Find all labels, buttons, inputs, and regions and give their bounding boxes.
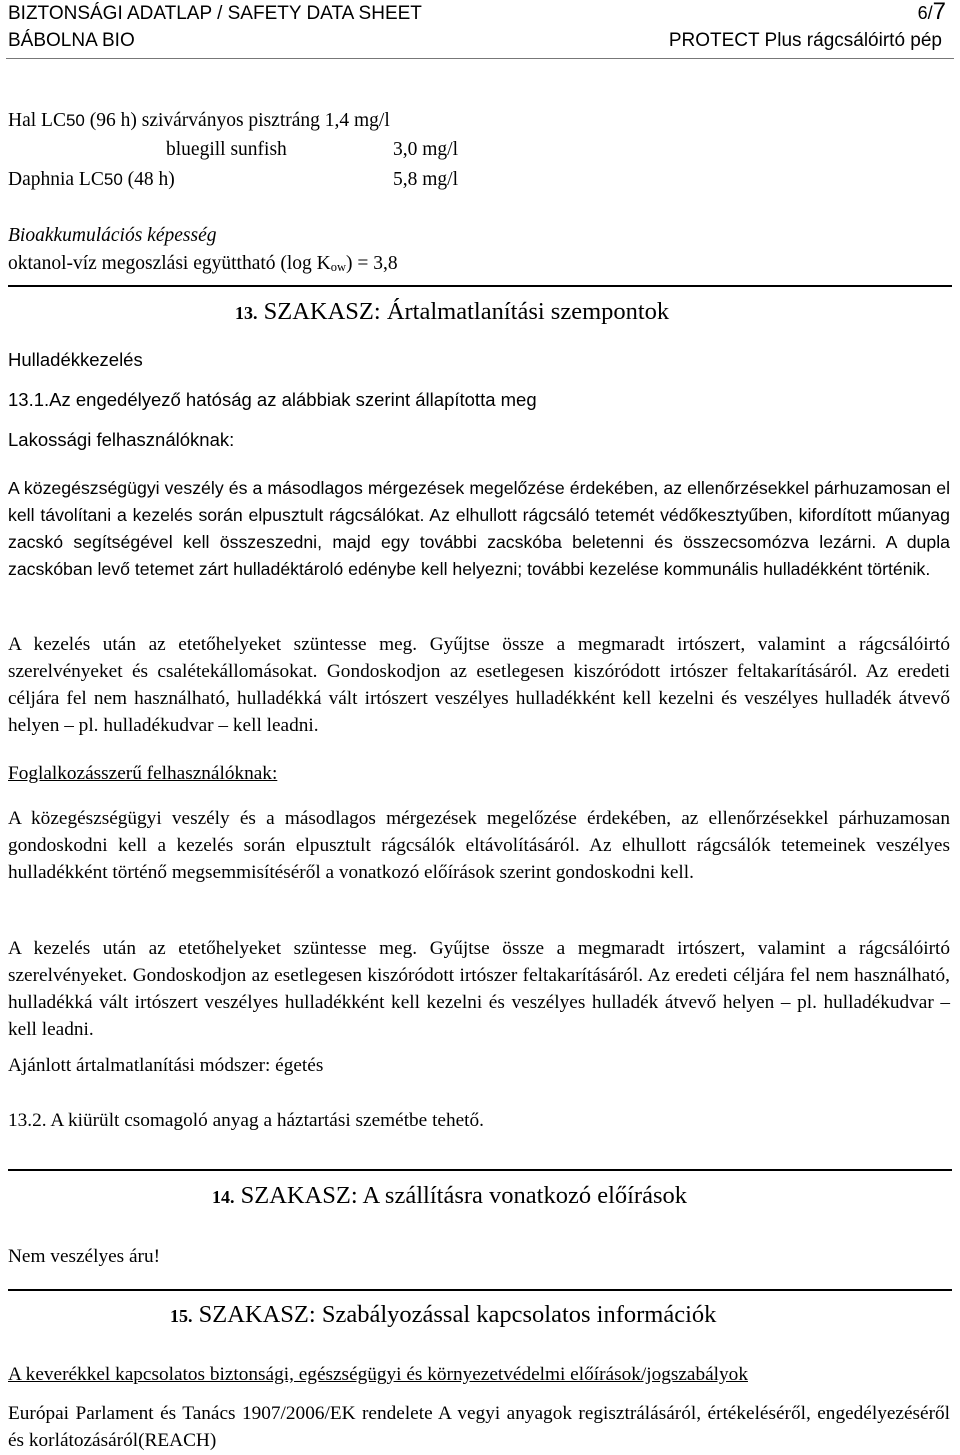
professional-paragraph-2: A kezelés után az etetőhelyeket szüntesse meg. Gyűjtse össze a megmaradt irtószert, valamint a rágcsálóirtó szerelvényeket. Gondoskodjon az esetlegesen kiszóródott irtószer feltakarításáról. Az eredeti céljára fel nem használható, hulladékká vált irtószert veszélyes hulladékként kell kezelni és veszélyes hulladék átvevő helyen – pl. hulladékudvar – kell leadni.: [8, 938, 950, 1040]
not-dangerous-goods: Nem veszélyes áru!: [8, 1246, 161, 1267]
section-15-heading: [170, 1303, 716, 1328]
household-heading: Lakossági felhasználóknak:: [8, 429, 235, 450]
header-company: BÁBOLNA BIO: [8, 30, 135, 51]
daphnia-value: 5,8 mg/l: [393, 169, 459, 190]
professional-paragraph-1: A közegészségügyi veszély és a másodlagos mérgezések megelőzése érdekében, az ellenőrzésekkel párhuzamosan gondoskodni kell a kezelés során elpusztult rágcsálók eltávolításáról. Az elhullott rágcsálók tetemeinek veszélyes hulladékként történő megsemmisítéséről a vonatkozó előírások szerint gondoskodni kell.: [8, 808, 950, 883]
ecotox-daphnia-line: [8, 170, 175, 190]
household-paragraph-1: A közegészségügyi veszély és a másodlagos mérgezések megelőzése érdekében, az ellenőrzésekkel párhuzamosan el kell távolítani a kezelés során elpusztult rágcsálókat. Az elhullott rágcsáló tetemét védőkesztyűben, kifordított műanyag zacskó segítségével kell összeszedni, majd egy további zacskóba beletenni és összecsomózva lezárni. A dupla zacskóban levő tetemet zárt hulladéktároló edénybe kell helyezni; további kezelése kommunális hulladékként történik.: [8, 478, 950, 579]
bluegill-value: 3,0 mg/l: [393, 139, 459, 160]
header-doc-type: BIZTONSÁGI ADATLAP / SAFETY DATA SHEET: [8, 3, 422, 24]
page-number: [918, 0, 946, 24]
reach-regulation: Európai Parlament és Tanács 1907/2006/EK rendelete A vegyi anyagok regisztrálásáról, értékeléséről, engedélyezéséről és korlátozásáról(REACH): [8, 1403, 950, 1451]
disposal-method: Ajánlott ártalmatlanítási módszer: égetés: [8, 1055, 324, 1076]
header-divider: [6, 58, 954, 59]
fish-lc-sub: 50: [65, 111, 85, 130]
section-15-rule: [8, 1289, 952, 1291]
log-kow-value: ) = 3,8: [346, 253, 398, 274]
daphnia-lc-label: Daphnia LC: [8, 169, 104, 190]
header-product: PROTECT Plus rágcsálóirtó pép: [668, 30, 942, 51]
section-14-rule: [8, 1169, 952, 1171]
bioaccumulation-title: Bioakkumulációs képesség: [8, 225, 217, 246]
section-15-title: SZAKASZ: Szabályozással kapcsolatos információk: [198, 1301, 717, 1328]
bluegill-species: bluegill sunfish: [166, 139, 287, 160]
fish-lc-rest: (96 h) szivárványos pisztráng 1,4 mg/l: [89, 110, 390, 131]
page-total: 7: [932, 0, 946, 25]
section-14-title: SZAKASZ: A szállításra vonatkozó előírások: [240, 1182, 687, 1209]
regulations-heading: A keverékkel kapcsolatos biztonsági, egészségügyi és környezetvédelmi előírások/jogszabályok: [8, 1364, 748, 1385]
ecotox-fish-line: [8, 111, 390, 131]
section-14-heading: [212, 1184, 687, 1209]
section-13-heading: [235, 300, 669, 325]
section-13-number: 13.: [235, 303, 258, 323]
fish-lc-label: Hal LC: [8, 110, 66, 131]
daphnia-lc-rest: (48 h): [127, 169, 175, 190]
log-kow-line: [8, 254, 398, 274]
section-14-number: 14.: [212, 1187, 235, 1207]
daphnia-lc-sub: 50: [103, 170, 123, 189]
section-15-number: 15.: [170, 1306, 193, 1326]
log-kow-sub: ow: [330, 260, 347, 274]
section-13-rule: [8, 285, 952, 287]
page-current: 6/: [917, 3, 933, 23]
section-13-title: SZAKASZ: Ártalmatlanítási szempontok: [263, 298, 670, 325]
log-kow-prefix: oktanol-víz megoszlási együttható (log K: [8, 253, 331, 274]
waste-heading: Hulladékkezelés: [8, 349, 143, 370]
household-paragraph-2: A kezelés után az etetőhelyeket szüntesse meg. Gyűjtse össze a megmaradt irtószert, valamint a rágcsálóirtó szerelvényeket és csalétekállomásokat. Gondoskodjon az esetlegesen kiszóródott irtószer feltakarításáról. Az eredeti céljára fel nem használható, hulladékká vált irtószert veszélyes hulladékként kell kezelni és veszélyes hulladék átvevő helyen – pl. hulladékudvar – kell leadni.: [8, 634, 950, 736]
subsection-13-1: 13.1.Az engedélyező hatóság az alábbiak szerint állapította meg: [8, 389, 537, 410]
subsection-13-2: 13.2. A kiürült csomagoló anyag a háztartási szemétbe tehető.: [8, 1110, 484, 1131]
professional-heading: Foglalkozásszerű felhasználóknak:: [8, 763, 278, 784]
